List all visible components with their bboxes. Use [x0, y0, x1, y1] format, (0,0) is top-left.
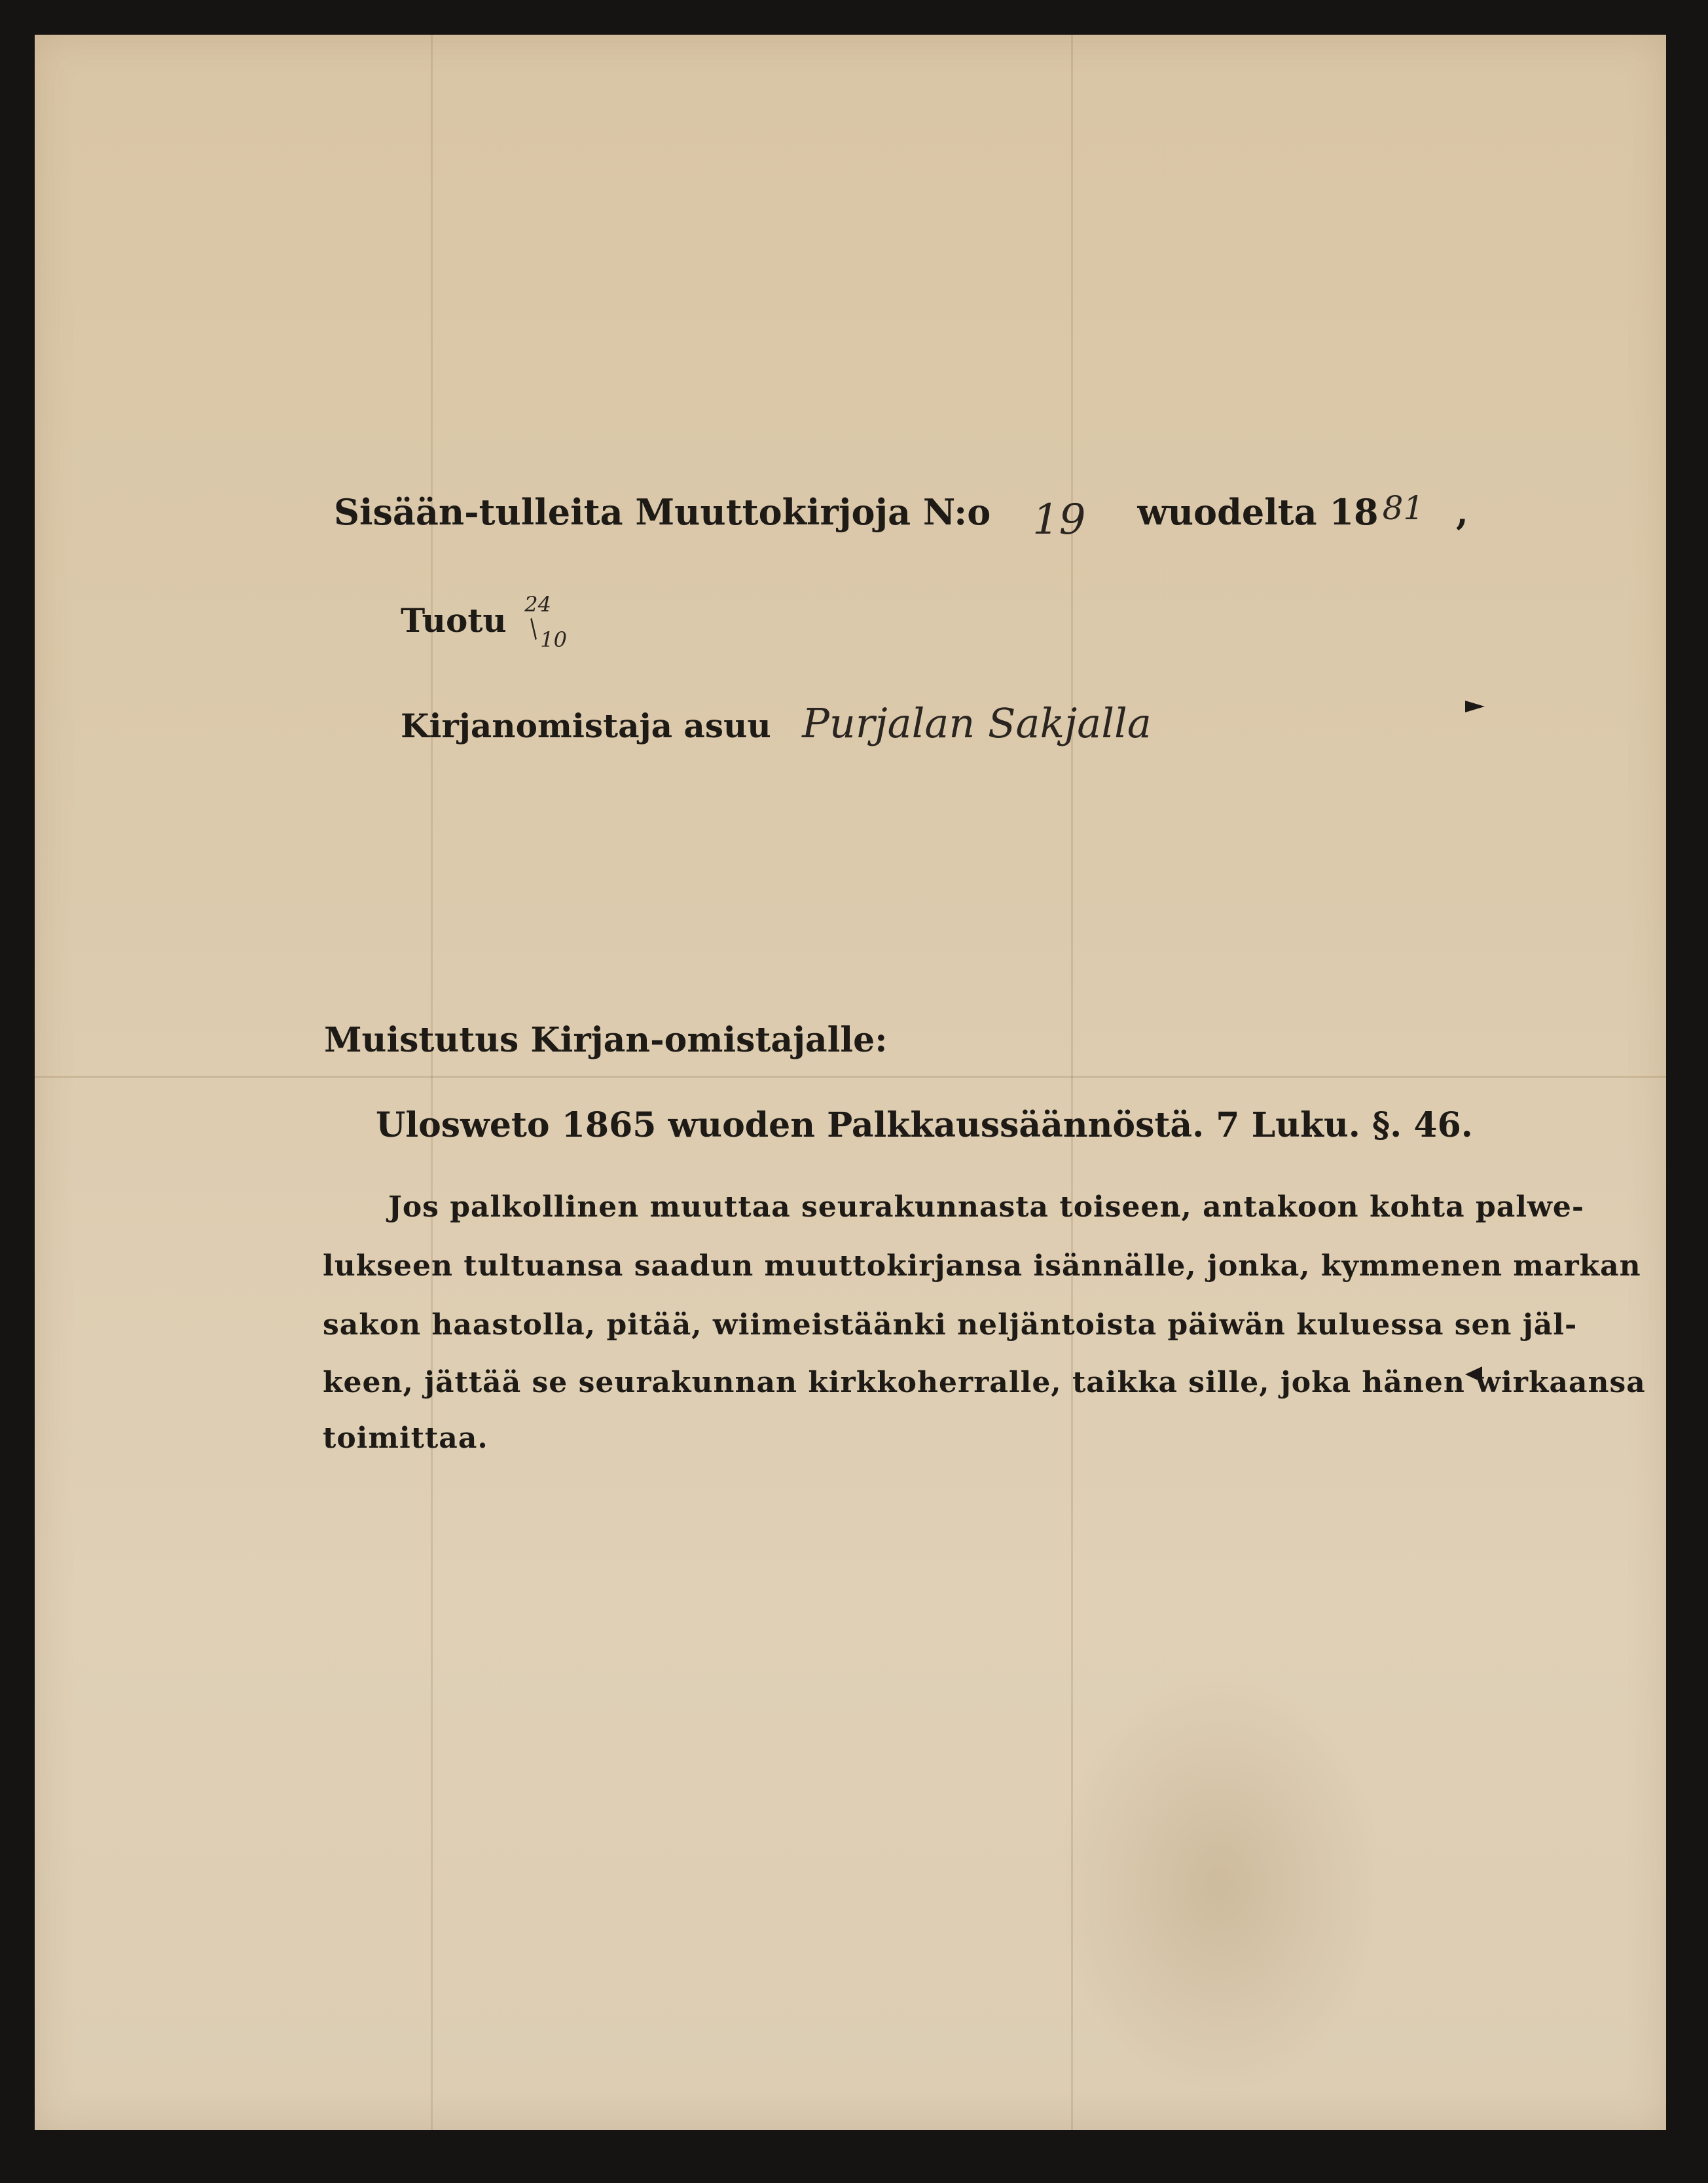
date-day: 24: [524, 592, 551, 617]
year-handwritten: 81: [1382, 489, 1425, 527]
fold-line-horizontal: [35, 1076, 1666, 1078]
notice-paragraph-line: sakon haastolla, pitää, wiimeistäänki neljäntoista päiwän kuluessa sen jäl-: [323, 1308, 1578, 1342]
year-label: wuodelta: [1137, 491, 1317, 533]
owner-residence: Purjalan Sakjalla: [802, 699, 1152, 747]
document-page: [35, 35, 1666, 2130]
header-comma: ,: [1456, 491, 1468, 533]
notice-paragraph-line: keen, jättää se seurakunnan kirkkoherralle, taikka sille, joka hänen wirkaansa: [323, 1366, 1646, 1399]
punch-mark-icon: [1465, 701, 1485, 712]
register-number: 19: [1032, 496, 1086, 544]
brought-date: 24 / 10: [522, 592, 567, 652]
notice-paragraph-line: Jos palkollinen muuttaa seurakunnasta toiseen, antakoon kohta palwe-: [388, 1190, 1585, 1224]
notice-paragraph-line: lukseen tultuansa saadun muuttokirjansa isännälle, jonka, kymmenen markan: [323, 1249, 1641, 1283]
notice-heading: Muistutus Kirjan-omistajalle:: [324, 1020, 888, 1060]
brought-row: [401, 592, 567, 653]
notice-paragraph-line: toimittaa.: [323, 1422, 488, 1455]
year-printed: 18: [1329, 491, 1379, 533]
register-header: [334, 486, 1468, 544]
notice-subheading: Ulosweto 1865 wuoden Palkkaussäännöstä. 7 Luku. §. 46.: [376, 1105, 1473, 1145]
owner-row: [401, 699, 1152, 747]
header-prefix: Sisään-tulleita Muuttokirjoja N:o: [334, 491, 991, 533]
date-month: 10: [540, 627, 567, 652]
punch-mark-icon: [1465, 1367, 1482, 1382]
owner-label: Kirjanomistaja asuu: [401, 706, 771, 745]
brought-label: Tuotu: [401, 601, 507, 640]
fold-line-vertical: [431, 35, 433, 2130]
water-stain: [1056, 1672, 1383, 2097]
